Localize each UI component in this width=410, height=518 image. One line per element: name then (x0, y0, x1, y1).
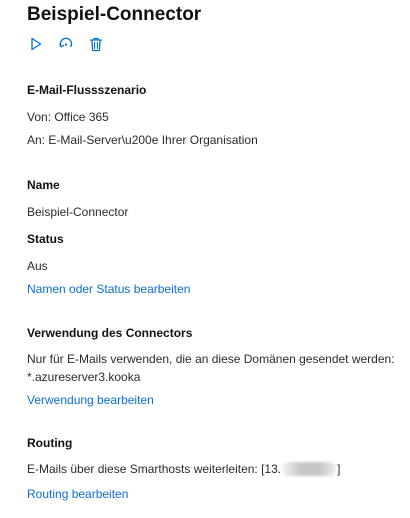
name-heading: Name (27, 178, 60, 192)
edit-routing-link[interactable]: Routing bearbeiten (27, 487, 129, 501)
redacted-smarthost (282, 462, 336, 476)
page-title: Beispiel-Connector (27, 4, 202, 25)
edit-usage-link[interactable]: Verwendung bearbeiten (27, 393, 154, 407)
routing-heading: Routing (27, 436, 73, 450)
usage-heading: Verwendung des Connectors (27, 326, 193, 340)
run-button[interactable] (27, 35, 45, 53)
play-icon (30, 37, 42, 51)
name-value: Beispiel-Connector (27, 205, 129, 219)
refresh-button[interactable] (57, 35, 75, 53)
routing-text (27, 462, 340, 476)
mail-flow-to: An: E-Mail-Server\u200e Ihrer Organisation (27, 133, 258, 147)
refresh-icon (58, 36, 74, 52)
trash-icon (89, 37, 103, 52)
usage-domain: *.azureserver3.kooka (27, 370, 141, 384)
mail-flow-heading: E-Mail-Flussszenario (27, 83, 147, 97)
usage-description: Nur für E-Mails verwenden, die an diese Domänen gesendet werden: (27, 352, 395, 366)
status-heading: Status (27, 232, 64, 246)
routing-text-prefix: E-Mails über diese Smarthosts weiterleiten: [13. (27, 462, 282, 476)
edit-name-status-link[interactable]: Namen oder Status bearbeiten (27, 282, 191, 296)
toolbar (27, 34, 117, 54)
status-value: Aus (27, 259, 48, 273)
mail-flow-from: Von: Office 365 (27, 110, 109, 124)
routing-text-suffix: ] (337, 462, 341, 476)
delete-button[interactable] (87, 35, 105, 53)
